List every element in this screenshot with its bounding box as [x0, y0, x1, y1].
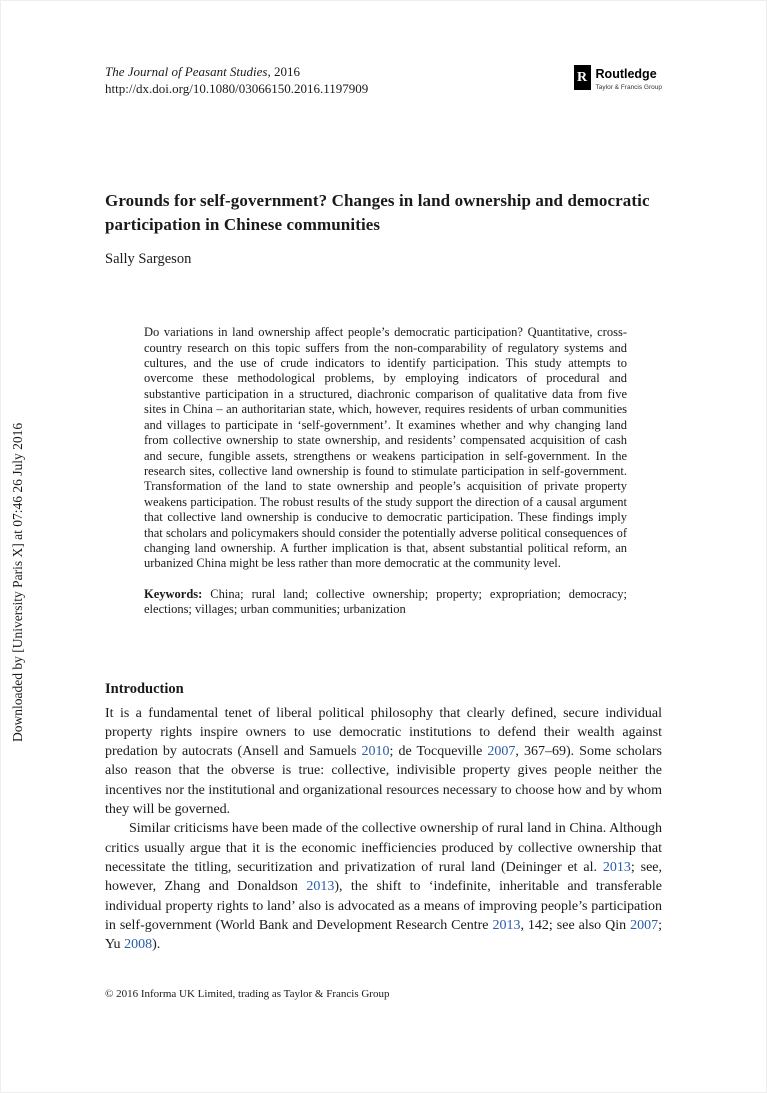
keywords-list: China; rural land; collective ownership; property; expropriation; democracy; elections; villages; urban communities; urbanization [144, 586, 627, 617]
article-title: Grounds for self-government? Changes in land ownership and democratic participation in Chinese communities [105, 191, 650, 235]
text-segment: , 142; see also Qin [520, 917, 631, 933]
text-segment: ; see, however, Zhang and Donaldson [105, 859, 663, 895]
text-segment: Similar criticisms have been made of the collective ownership of rural land in China. Although critics usually argue that it is the economic inefficiencies produced by collective ownership that necessitate the titling, securitization and privatization of rural land (Deininger et al. [105, 821, 662, 875]
routledge-logo-text [596, 65, 662, 91]
text-segment: ), the shift to ‘indefinite, inheritable and transferable individual property rights to land’ also is advocated as a means of improving people’s participation in self-government (World Bank and Development Research Centre [105, 879, 662, 933]
text-segment: ; Yu [105, 917, 662, 953]
citation-link[interactable]: 2013 [492, 917, 521, 933]
journal-year: , 2016 [267, 64, 300, 79]
text-segment: ; de Tocqueville [389, 744, 488, 760]
taylor-francis-tagline: Taylor & Francis Group [595, 83, 662, 91]
text-segment: It is a fundamental tenet of liberal political philosophy that clearly defined, secure individual property rights inspire owners to use democratic institutions to defend their wealth against predation by autocrats (Ansell and Samuels [105, 705, 662, 760]
routledge-wordmark: Routledge [595, 67, 657, 81]
citation-link[interactable]: 2010 [361, 744, 390, 760]
citation-link[interactable]: 2013 [602, 859, 631, 875]
keywords-block [144, 587, 627, 618]
doi-link[interactable]: http://dx.doi.org/10.1080/03066150.2016.1197909 [105, 80, 369, 96]
keywords-label: Keywords: [144, 586, 203, 601]
journal-name: The Journal of Peasant Studies [105, 64, 268, 79]
journal-title-line [105, 64, 368, 81]
body-paragraph [105, 704, 662, 820]
copyright-notice: © 2016 Informa UK Limited, trading as Taylor & Francis Group [105, 988, 390, 1000]
page-content [1, 1, 766, 954]
abstract: Do variations in land ownership affect people’s democratic participation? Quantitative, cross-country research on this topic suffers from the non-comparability of regulatory systems and cultures, and the use of crude indicators to identify participation. This study attempts to overcome these methodological problems, by employing indicators of procedural and substantive participation in a structured, diachronic comparison of qualitative data from five sites in China – an authoritarian state, which, however, requires residents of urban communities and villages to participate in ‘self-government’. It examines whether and why changing land from collective ownership to state ownership, and residents’ compensated acquisition of cash and secure, fungible assets, strengthens or weakens participation in self-government. In the research sites, collective land ownership is found to stimulate participation in self-government. Transformation of the land to state ownership and people’s acquisition of private property weakens participation. The robust results of the study support the direction of a causal argument that collective land ownership is conducive to democratic participation. These findings imply that scholars and policymakers should consider the potentially adverse political consequences of changing land ownership. A further implication is that, absent substantial political reform, an urbanized China might be less rather than more democratic at the community level. [144, 325, 627, 571]
page-header [105, 64, 662, 97]
citation-link[interactable]: 2013 [306, 879, 335, 895]
author-name: Sally Sargeson [105, 251, 192, 268]
citation-link[interactable]: 2007 [487, 744, 516, 760]
download-watermark: Downloaded by [University Paris X] at 07:46 26 July 2016 [10, 422, 25, 742]
citation-link[interactable]: 2007 [630, 917, 659, 933]
body-paragraph [105, 819, 662, 954]
text-segment: , 367–69). Some scholars also reason that the obverse is true: collective, indivisible property gives people neither the incentives nor the institutional and organizational resources necessary to choose how and by whom they will be governed. [105, 744, 662, 818]
journal-info [105, 64, 368, 97]
citation-link[interactable]: 2008 [124, 937, 153, 953]
section-heading-introduction: Introduction [105, 680, 184, 697]
text-segment: ). [152, 937, 161, 953]
routledge-logo-letter: R [576, 69, 588, 85]
routledge-logo-icon [574, 65, 591, 90]
routledge-logo [574, 65, 662, 91]
